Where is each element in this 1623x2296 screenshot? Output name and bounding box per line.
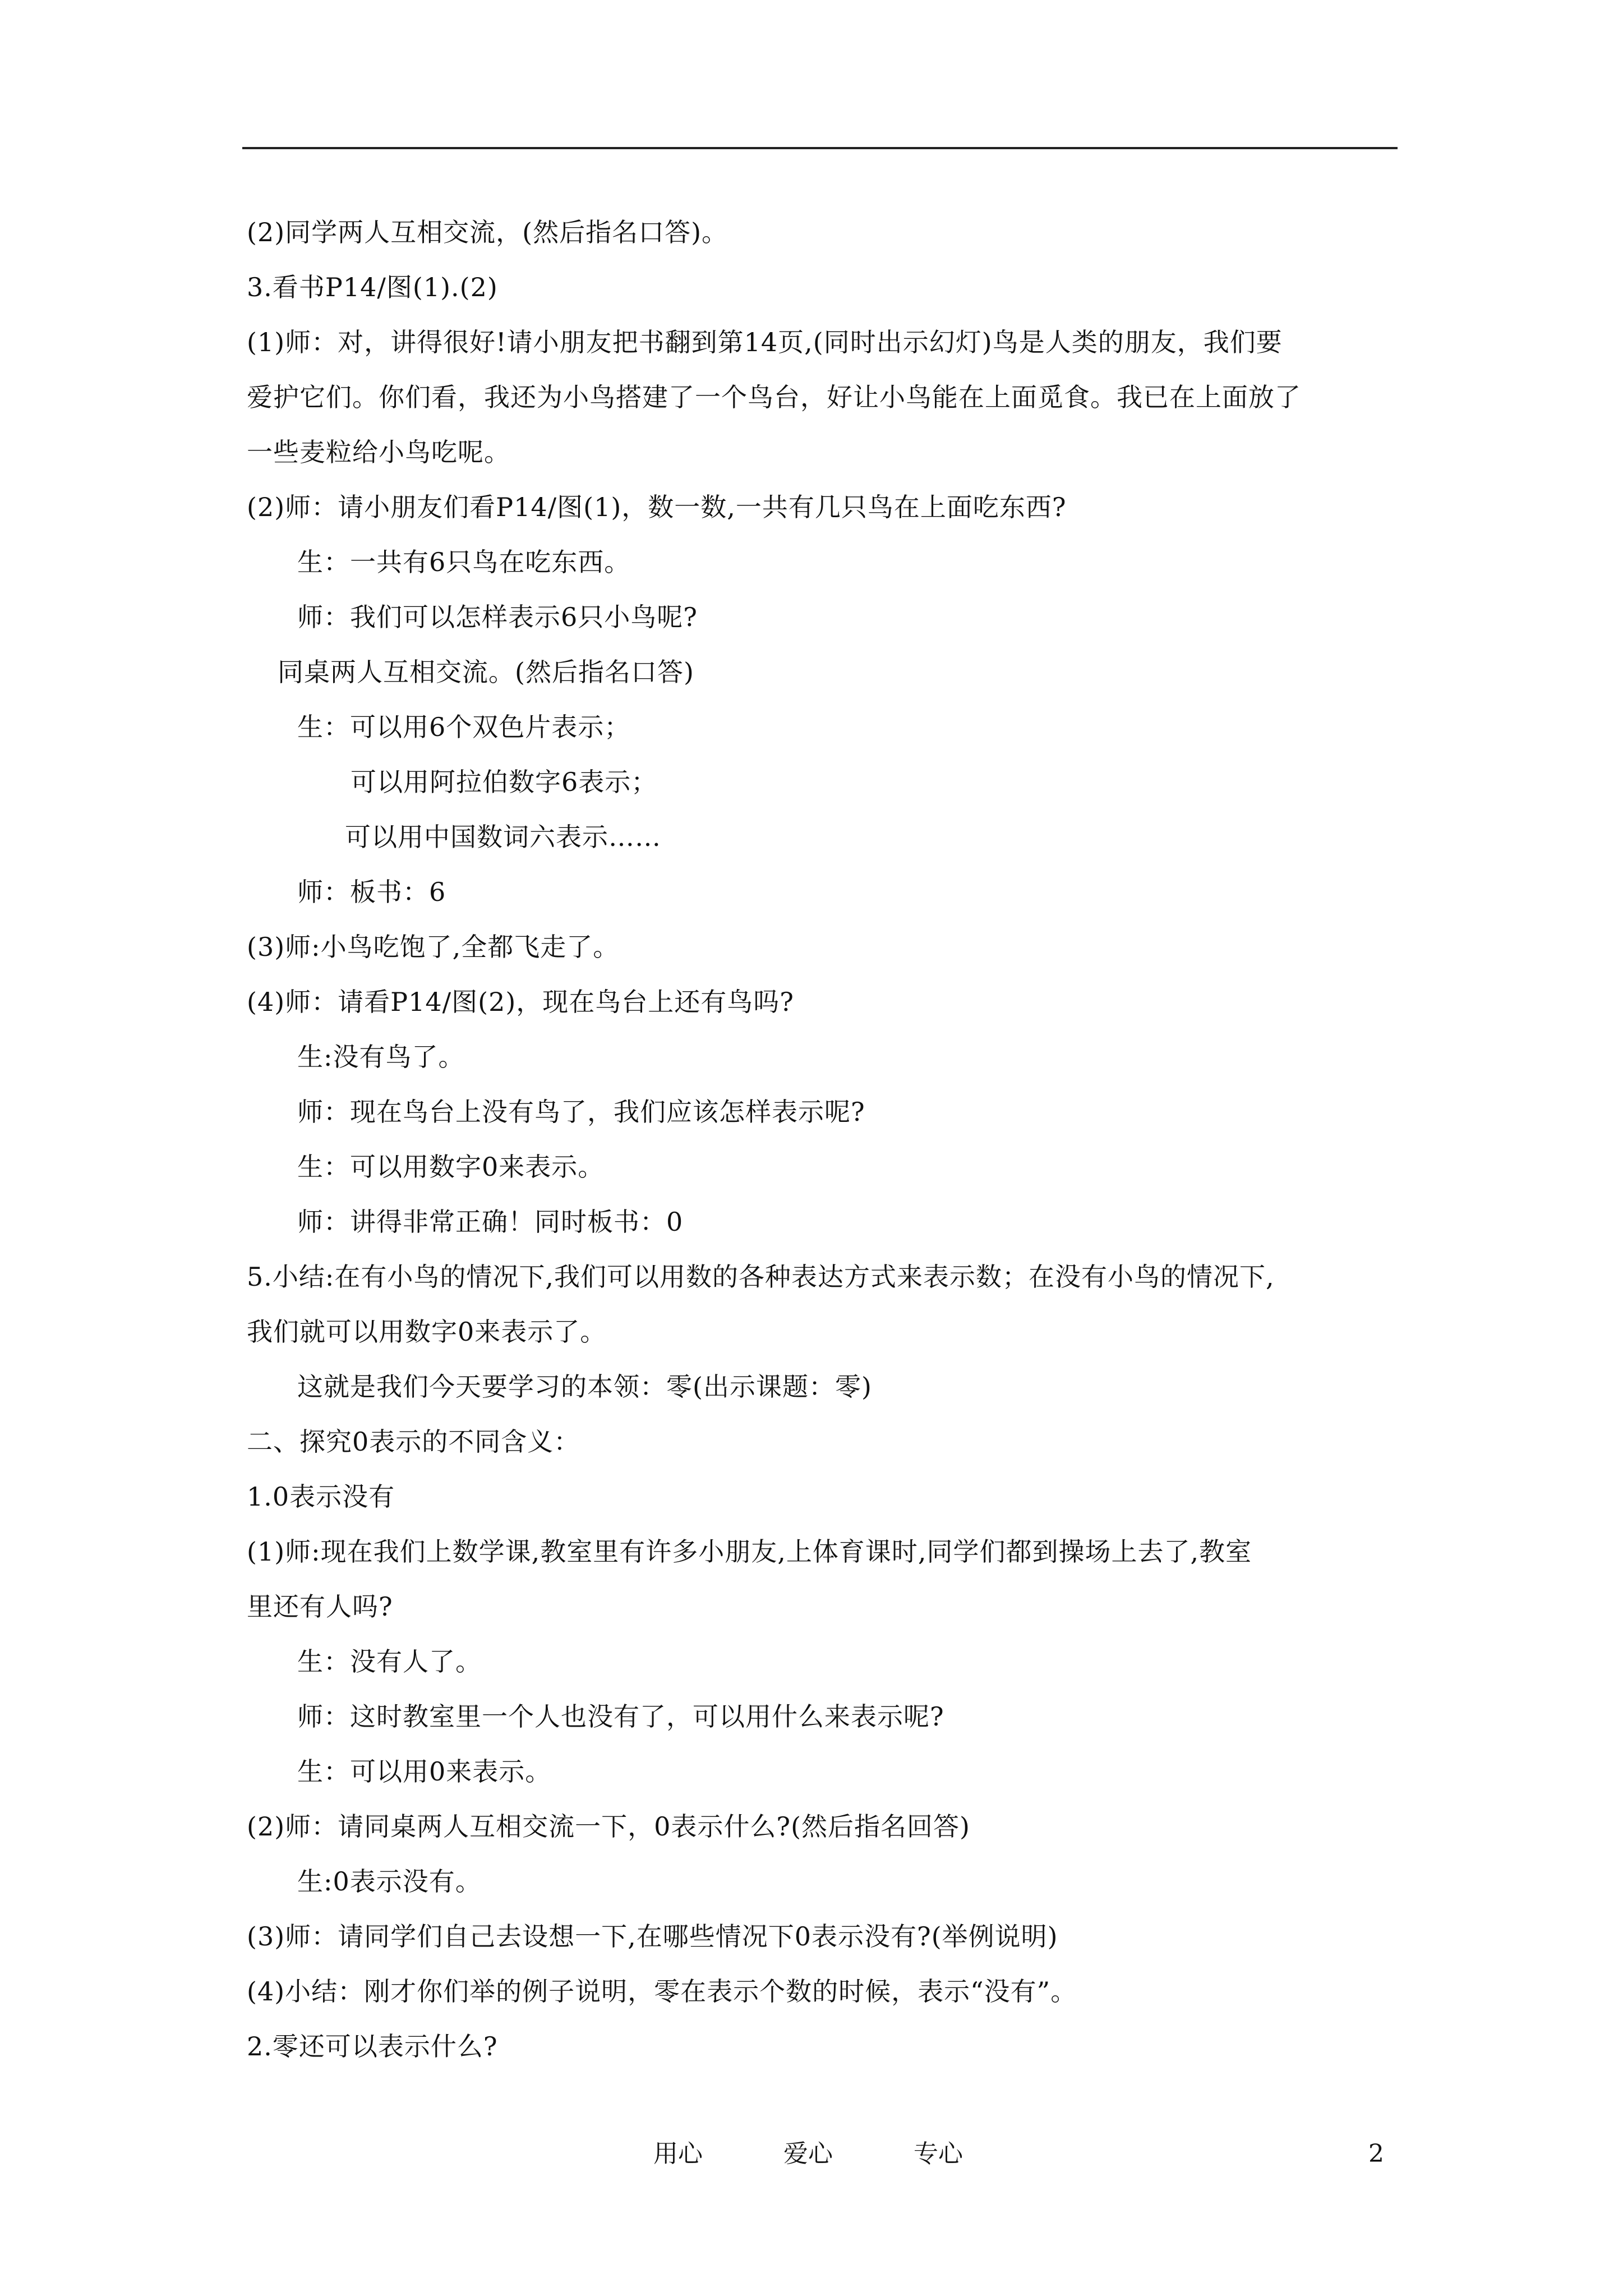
text-line: 一些麦粒给小鸟吃呢。 [247,437,510,467]
text-line: 我们就可以用数字0来表示了。 [247,1317,607,1347]
text-line: 可以用阿拉伯数字6表示； [351,767,658,797]
text-line: 同桌两人互相交流。(然后指名口答) [278,657,694,687]
text-line: 生：可以用数字0来表示。 [297,1152,605,1182]
text-line: 师：我们可以怎样表示6只小鸟呢? [297,602,698,632]
text-line: 生：可以用0来表示。 [297,1756,552,1787]
footer-slogan-word: 用心 [653,2139,703,2168]
text-line: 生：没有人了。 [297,1646,482,1677]
text-line: (2)同学两人互相交流，(然后指名口答)。 [247,217,728,247]
text-line: (4)师：请看P14/图(2)，现在鸟台上还有鸟吗? [247,987,794,1017]
text-line: 5.小结:在有小鸟的情况下,我们可以用数的各种表达方式来表示数；在没有小鸟的情况下, [247,1262,1275,1292]
text-line: 3.看书P14/图(1).(2) [247,272,498,302]
text-line: 里还有人吗? [247,1591,393,1622]
text-line: (3)师:小鸟吃饱了,全都飞走了。 [247,932,620,962]
text-line: 二、探究0表示的不同含义： [247,1427,580,1457]
page-number: 2 [1368,2139,1384,2168]
text-line: 可以用中国数词六表示…… [345,822,661,852]
text-line: 生:没有鸟了。 [297,1042,465,1072]
text-line: 师：板书：6 [297,877,446,907]
text-line: (1)师:现在我们上数学课,教室里有许多小朋友,上体育课时,同学们都到操场上去了,教室 [247,1536,1252,1567]
text-line: 这就是我们今天要学习的本领：零(出示课题：零) [297,1372,872,1402]
document-body [247,205,1402,2074]
text-line: (2)师：请同桌两人互相交流一下，0表示什么?(然后指名回答) [247,1811,970,1842]
text-line: 1.0表示没有 [247,1481,395,1512]
text-line: 生：一共有6只鸟在吃东西。 [297,547,631,577]
text-line: 师：现在鸟台上没有鸟了，我们应该怎样表示呢? [297,1097,865,1127]
page-footer [0,2137,1623,2171]
text-line: 师：这时教室里一个人也没有了，可以用什么来表示呢? [297,1701,944,1732]
footer-slogan [653,2137,963,2171]
text-line: 生：可以用6个双色片表示； [297,712,631,742]
text-line: 师：讲得非常正确！同时板书：0 [297,1207,684,1237]
text-line: 2.零还可以表示什么? [247,2031,498,2062]
text-line: (2)师：请小朋友们看P14/图(1)，数一数,一共有几只鸟在上面吃东西? [247,492,1067,522]
text-line: 爱护它们。你们看，我还为小鸟搭建了一个鸟台，好让小鸟能在上面觅食。我已在上面放了 [247,382,1301,412]
footer-slogan-word: 爱心 [783,2139,833,2168]
text-line: (3)师：请同学们自己去设想一下,在哪些情况下0表示没有?(举例说明) [247,1921,1058,1952]
text-line: (1)师：对，讲得很好!请小朋友把书翻到第14页,(同时出示幻灯)鸟是人类的朋友，我们要 [247,327,1283,357]
footer-slogan-word: 专心 [914,2139,963,2168]
text-line: 生:0表示没有。 [297,1866,482,1897]
text-line: (4)小结：刚才你们举的例子说明，零在表示个数的时候，表示“没有”。 [247,1976,1077,2007]
header-rule [242,147,1398,149]
